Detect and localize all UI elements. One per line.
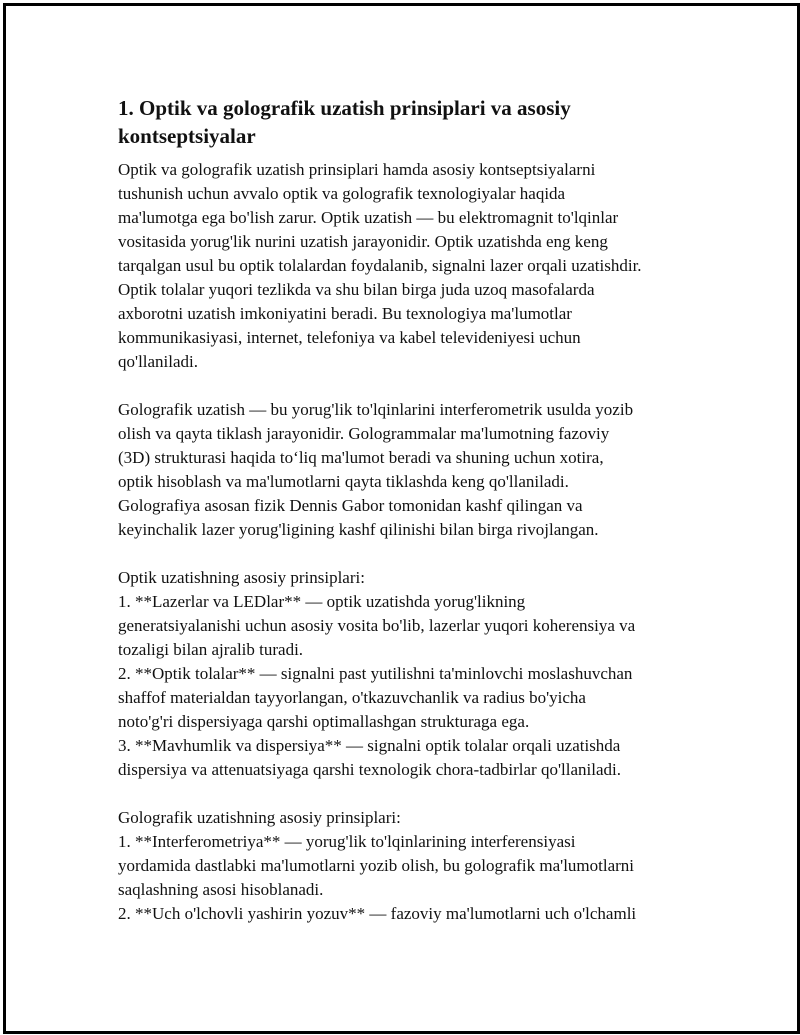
paragraph-line: Optik uzatishning asosiy prinsiplari:	[118, 568, 365, 587]
paragraph-line: Golografik uzatish — bu yorug'lik to'lqinlarini interferometrik usulda yozib	[118, 400, 634, 419]
paragraph-line: noto'g'ri dispersiyaga qarshi optimallashgan strukturaga ega.	[118, 712, 530, 731]
paragraph-line: Golografiya asosan fizik Dennis Gabor tomonidan kashf qilingan va	[118, 496, 583, 515]
paragraph-line: yordamida dastlabki ma'lumotlarni yozib olish, bu golografik ma'lumotlarni	[118, 856, 635, 875]
paragraph-line: 2. **Optik tolalar** — signalni past yutilishni ta'minlovchi moslashuvchan	[118, 664, 633, 683]
document-body	[118, 94, 698, 950]
paragraph-line: vositasida yorug'lik nurini uzatish jarayonidir. Optik uzatishda eng keng	[118, 232, 608, 251]
paragraph-line: 1. **Lazerlar va LEDlar** — optik uzatishda yorug'likning	[118, 592, 526, 611]
paragraph-line: kommunikasiyasi, internet, telefoniya va kabel televideniyesi uchun	[118, 328, 581, 347]
paragraph-holographic-principles	[118, 806, 698, 926]
paragraph-line: Golografik uzatishning asosiy prinsiplari:	[118, 808, 401, 827]
paragraph-line: 2. **Uch o'lchovli yashirin yozuv** — fazoviy ma'lumotlarni uch o'lchamli	[118, 904, 637, 923]
paragraph-line: qo'llaniladi.	[118, 352, 199, 371]
paragraph-optical-transmission	[118, 158, 698, 374]
paragraph-line: tozaligi bilan ajralib turadi.	[118, 640, 304, 659]
paragraph-line: dispersiya va attenuatsiyaga qarshi texnologik chora-tadbirlar qo'llaniladi.	[118, 760, 621, 779]
paragraph-line: ma'lumotga ega bo'lish zarur. Optik uzatish — bu elektromagnit to'lqinlar	[118, 208, 619, 227]
paragraph-line: Optik va golografik uzatish prinsiplari hamda asosiy kontseptsiyalarni	[118, 160, 596, 179]
paragraph-line: generatsiyalanishi uchun asosiy vosita bo'lib, lazerlar yuqori koherensiya va	[118, 616, 636, 635]
section-title-line: 1. Optik va golografik uzatish prinsiplari va asosiy	[118, 96, 571, 120]
paragraph-line: tushunish uchun avvalo optik va golografik texnologiyalar haqida	[118, 184, 566, 203]
paragraph-line: Optik tolalar yuqori tezlikda va shu bilan birga juda uzoq masofalarda	[118, 280, 595, 299]
paragraph-line: optik hisoblash va ma'lumotlarni qayta tiklashda keng qo'llaniladi.	[118, 472, 569, 491]
paragraph-line: keyinchalik lazer yorug'ligining kashf qilinishi bilan birga rivojlangan.	[118, 520, 599, 539]
paragraph-line: olish va qayta tiklash jarayonidir. Gologrammalar ma'lumotning fazoviy	[118, 424, 610, 443]
paragraph-line: tarqalgan usul bu optik tolalardan foydalanib, signalni lazer orqali uzatishdir.	[118, 256, 642, 275]
paragraph-line: 3. **Mavhumlik va dispersiya** — signalni optik tolalar orqali uzatishda	[118, 736, 621, 755]
section-title	[118, 94, 698, 150]
paragraph-line: axborotni uzatish imkoniyatini beradi. Bu texnologiya ma'lumotlar	[118, 304, 572, 323]
section-title-line: kontseptsiyalar	[118, 124, 256, 148]
paragraph-line: 1. **Interferometriya** — yorug'lik to'lqinlarining interferensiyasi	[118, 832, 576, 851]
paragraph-line: (3D) strukturasi haqida to‘liq ma'lumot beradi va shuning uchun xotira,	[118, 448, 604, 467]
paragraph-line: saqlashning asosi hisoblanadi.	[118, 880, 324, 899]
paragraph-line: shaffof materialdan tayyorlangan, o'tkazuvchanlik va radius bo'yicha	[118, 688, 586, 707]
paragraph-optical-principles	[118, 566, 698, 782]
paragraph-holographic-transmission	[118, 398, 698, 542]
